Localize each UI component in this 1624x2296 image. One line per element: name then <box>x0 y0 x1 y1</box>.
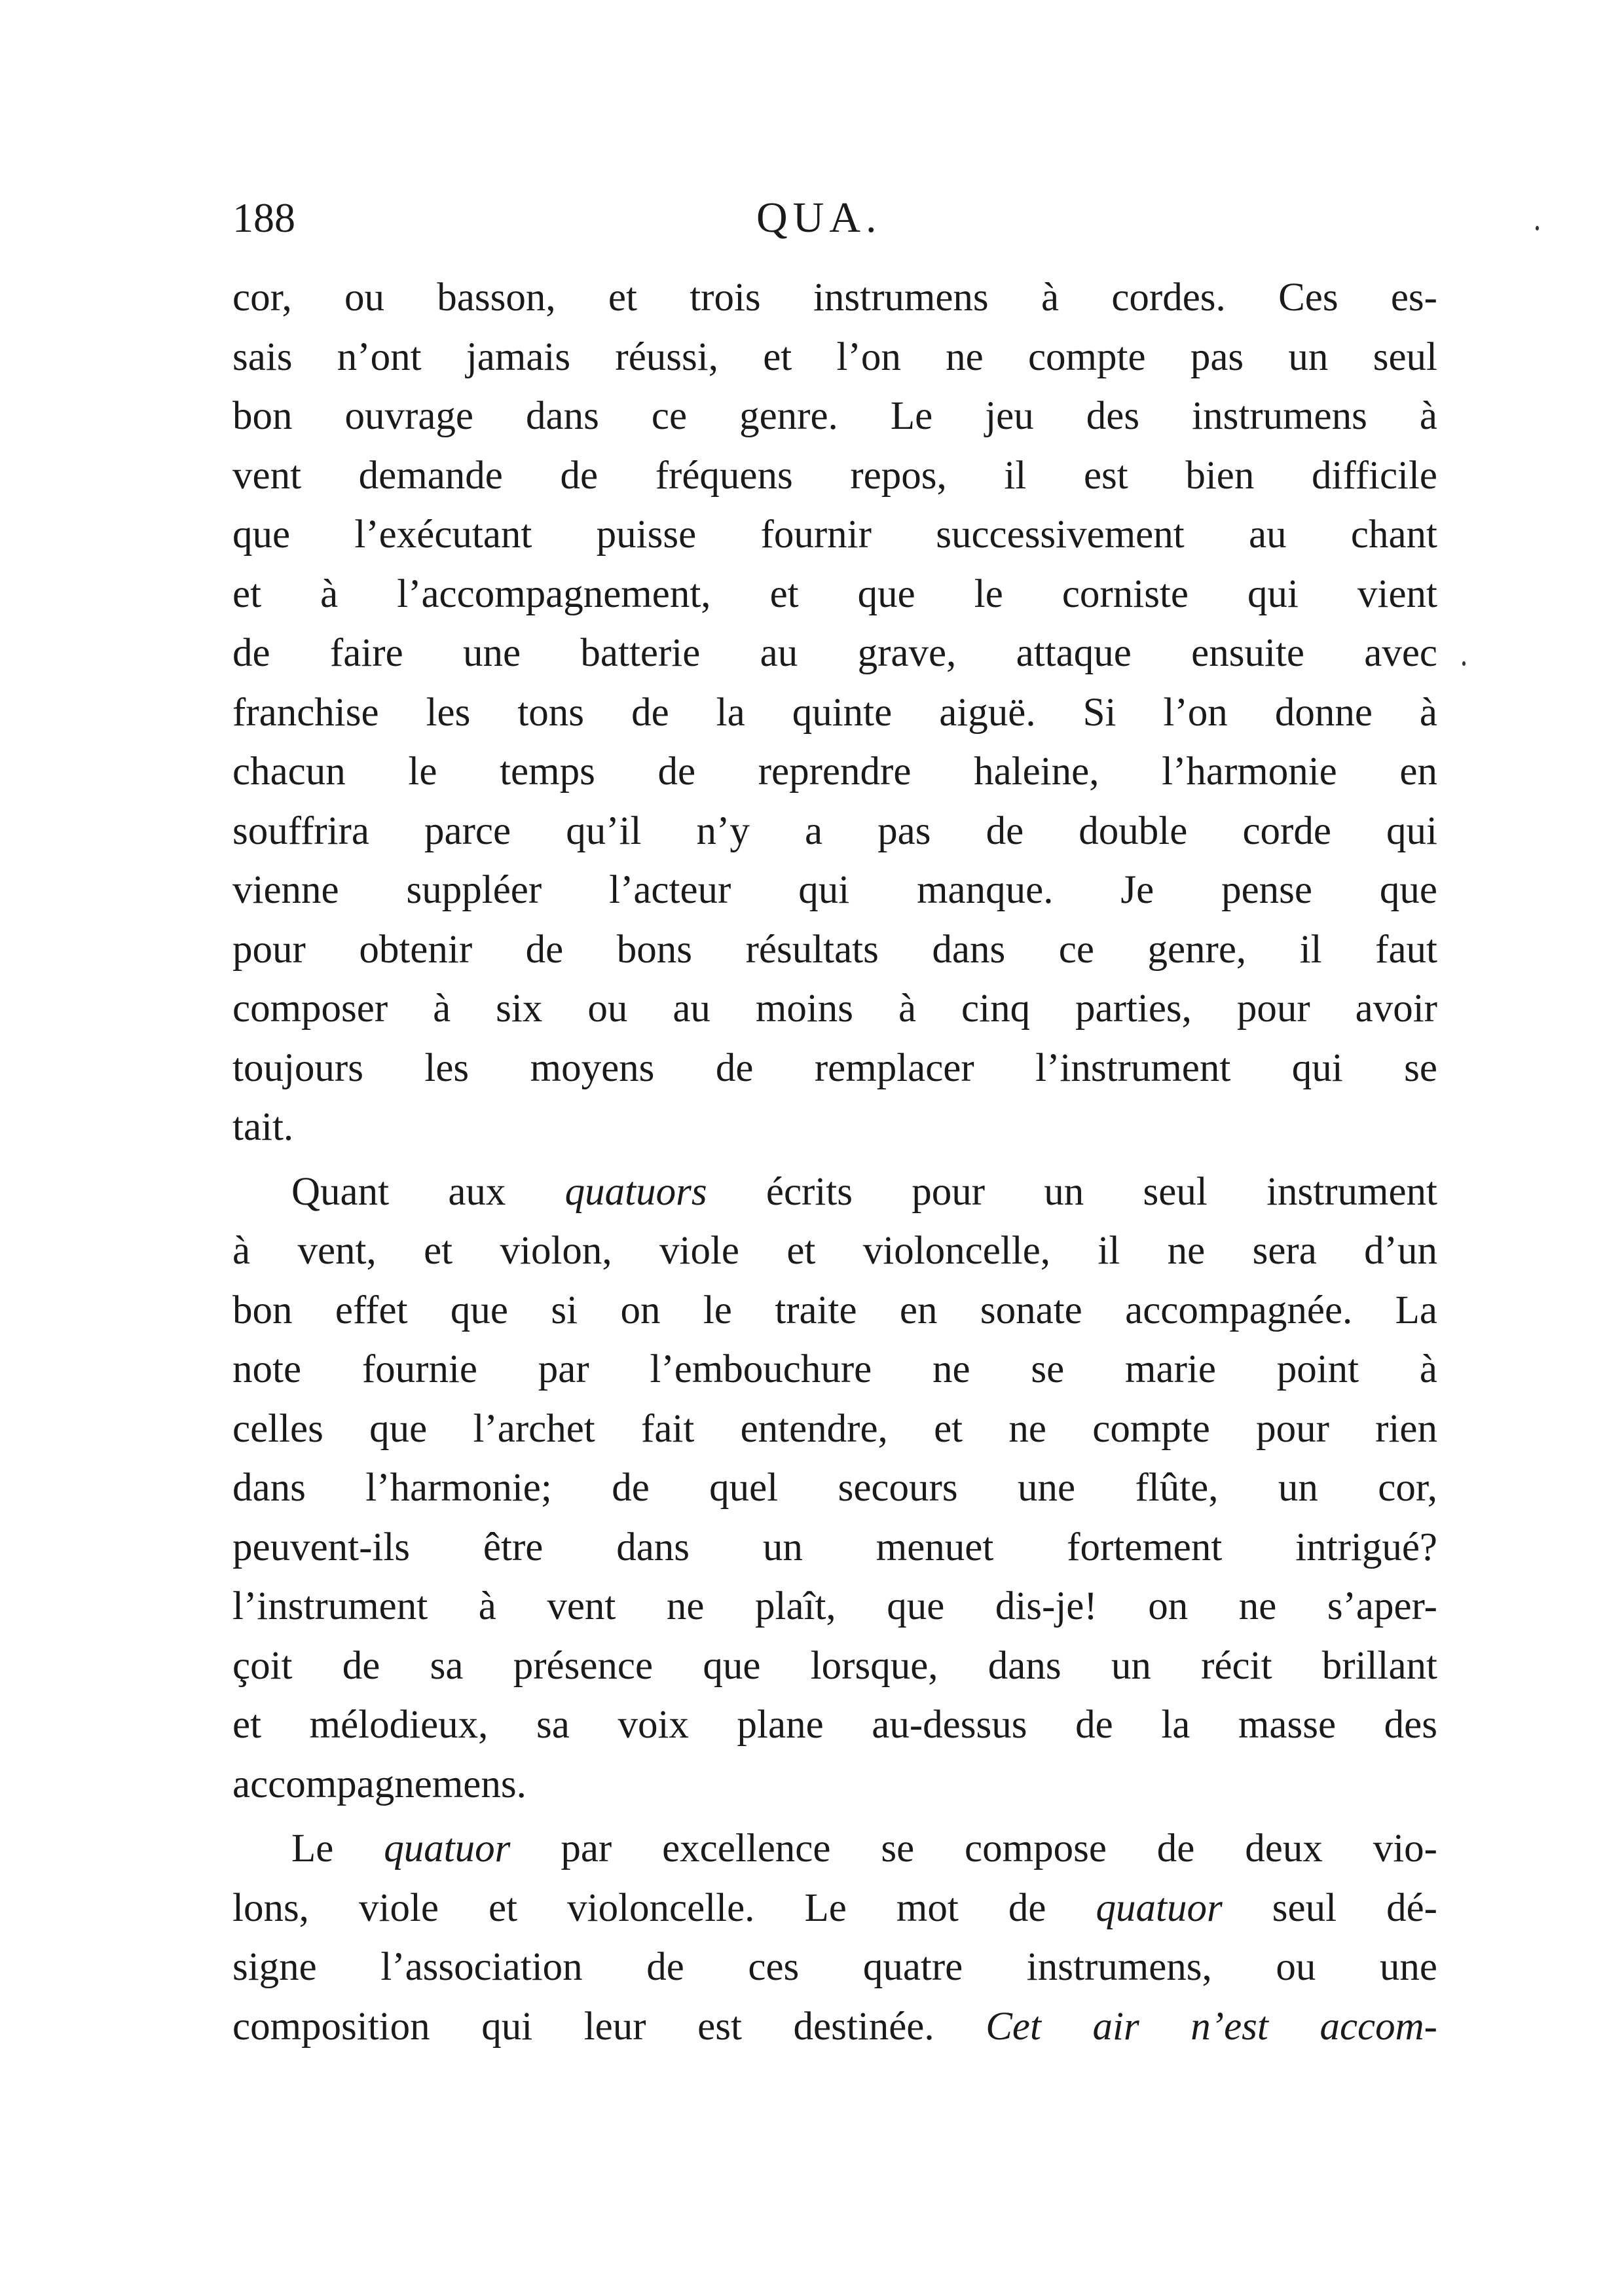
text-line: de faire une batterie au grave, attaque ensuite avec <box>232 631 1437 675</box>
text-line <box>232 1819 1437 1879</box>
text-line: dans l’harmonie; de quel secours une flûte, un cor, <box>232 1466 1437 1510</box>
text-run: écrits pour un seul instrument <box>707 1169 1437 1214</box>
text-line: note fournie par l’embouchure ne se marie point à <box>232 1347 1437 1391</box>
text-line: et à l’accompagnement, et que le corniste qui vient <box>232 572 1437 616</box>
text-run: Le <box>291 1827 384 1870</box>
text-line: cor, ou basson, et trois instrumens à cordes. Ces es- <box>232 276 1437 319</box>
body-text <box>232 268 1437 2056</box>
text-line: çoit de sa présence que lorsque, dans un récit brillant <box>232 1643 1437 1688</box>
text-line: tait. <box>232 1105 294 1149</box>
text-run: Quant aux <box>291 1169 565 1214</box>
text-line: signe l’association de ces quatre instrumens, ou une <box>232 1945 1437 1989</box>
text-line: celles que l’archet fait entendre, et ne compte pour rien <box>232 1406 1437 1451</box>
text-line: peuvent-ils être dans un menuet fortement intrigué? <box>232 1525 1437 1569</box>
text-line: bon ouvrage dans ce genre. Le jeu des instrumens à <box>232 394 1437 438</box>
ink-speck <box>1462 661 1466 666</box>
text-line: franchise les tons de la quinte aiguë. Si l’on donne à <box>232 690 1437 735</box>
text-line: vent demande de fréquens repos, il est bien difficile <box>232 453 1437 498</box>
text-line: et mélodieux, sa voix plane au-dessus de la masse des <box>232 1703 1437 1747</box>
text-line: accompagnemens. <box>232 1762 526 1806</box>
text-line: chacun le temps de reprendre haleine, l’harmonie en <box>232 750 1437 793</box>
text-line: sais n’ont jamais réussi, et l’on ne compte pas un seul <box>232 335 1437 379</box>
text-line: l’instrument à vent ne plaît, que dis-je! on ne s’aper- <box>232 1584 1437 1628</box>
italic-term: quatuors <box>564 1169 707 1214</box>
text-line <box>232 1163 1437 1222</box>
text-line: composer à six ou au moins à cinq parties, pour avoir <box>232 987 1437 1030</box>
text-line: bon effet que si on le traite en sonate accompagnée. La <box>232 1288 1437 1332</box>
page-header <box>232 187 1431 249</box>
text-run: par excellence se compose de deux vio- <box>510 1827 1437 1870</box>
text-line: lons, viole et violoncelle. Le mot de quatuor seul dé- <box>232 1886 1437 1930</box>
text-line: pour obtenir de bons résultats dans ce genre, il faut <box>232 927 1437 972</box>
text-line: à vent, et violon, viole et violoncelle, il ne sera d’un <box>232 1229 1437 1273</box>
text-line: souffrira parce qu’il n’y a pas de double corde qui <box>232 809 1437 853</box>
ink-speck <box>1536 226 1539 230</box>
italic-term: quatuor <box>384 1827 511 1870</box>
text-line: toujours les moyens de remplacer l’instrument qui se <box>232 1046 1437 1090</box>
running-head: QUA. <box>756 194 882 242</box>
text-line: que l’exécutant puisse fournir successivement au chant <box>232 513 1437 556</box>
text-line: composition qui leur est destinée. Cet air n’est accom- <box>232 2004 1437 2049</box>
text-line: vienne suppléer l’acteur qui manque. Je pense que <box>232 868 1437 912</box>
page-number: 188 <box>232 194 295 241</box>
